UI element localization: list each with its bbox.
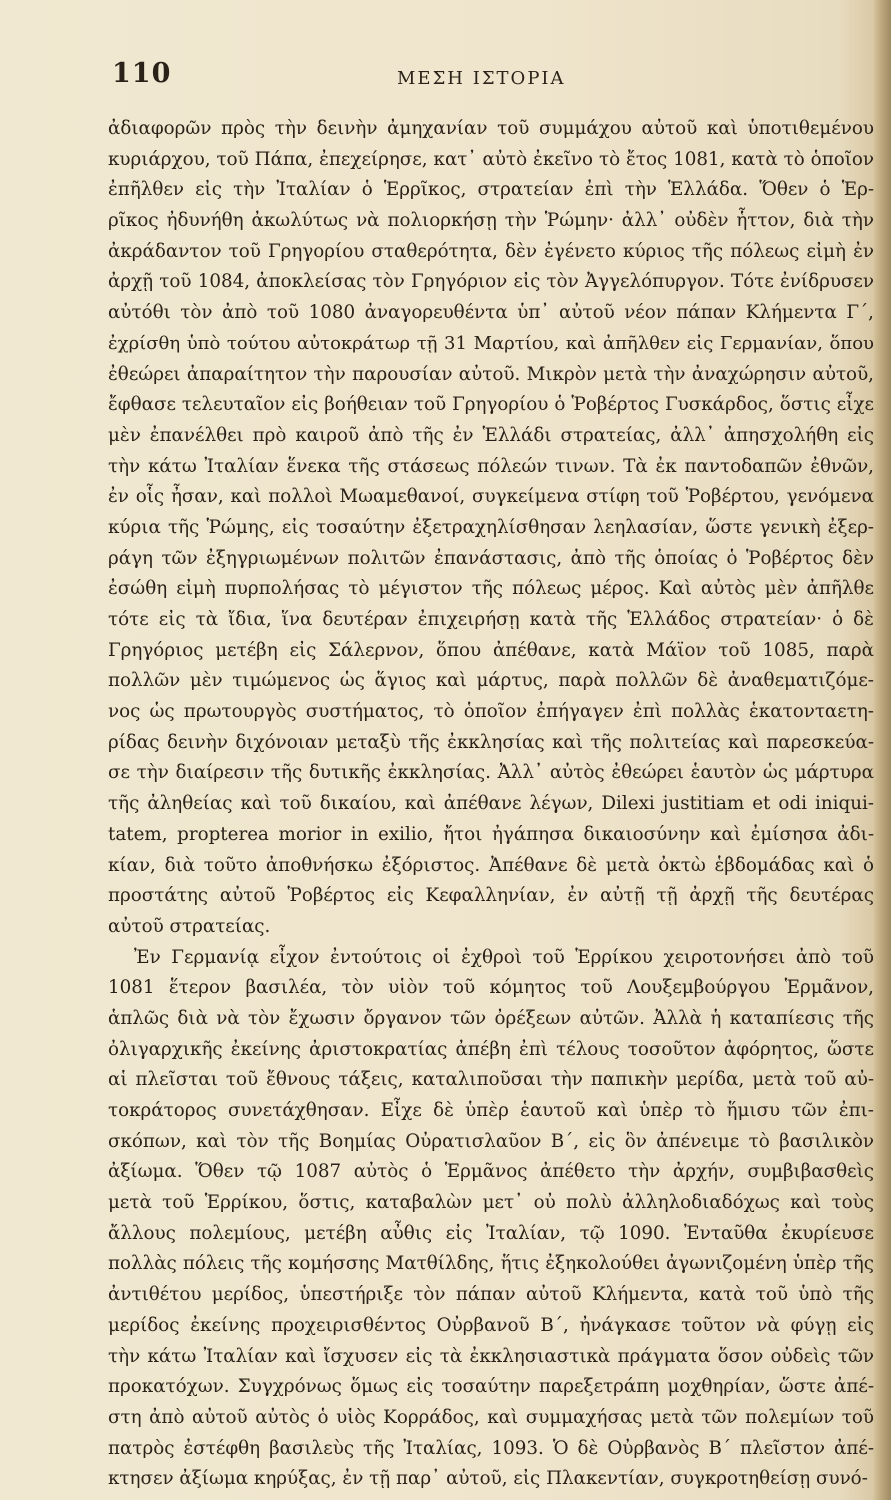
text-line: ρῖκος ἠδυνήθη ἀκωλύτως νὰ πολιορκήσῃ τὴν Ῥώμην· ἀλλ᾽ οὐδὲν ἧττον, διὰ τὴν bbox=[108, 210, 874, 232]
text-line: τῆς ἀληθείας καὶ τοῦ δικαίου, καὶ ἀπέθανε λέγων, Dilexi justitiam et odi iniqui- bbox=[108, 793, 874, 815]
text-line: μὲν ἐπανέλθει πρὸ καιροῦ ἀπὸ τῆς ἐν Ἑλλάδι στρατείας, ἀλλ᾽ ἀπησχολήθη εἰς bbox=[108, 424, 874, 446]
text-line: ρίδας δεινὴν διχόνοιαν μεταξὺ τῆς ἐκκλησίας καὶ τῆς πολιτείας καὶ παρεσκεύα- bbox=[108, 731, 874, 753]
text-line: ἐχρίσθη ὑπὸ τούτου αὐτοκράτωρ τῇ 31 Μαρτίου, καὶ ἀπῆλθεν εἰς Γερμανίαν, ὅπου bbox=[108, 332, 874, 354]
text-line: ἐσώθη εἰμὴ πυρπολήσας τὸ μέγιστον τῆς πόλεως μέρος. Καὶ αὐτὸς μὲν ἀπῆλθε bbox=[108, 578, 874, 600]
text-line: ἀδιαφορῶν πρὸς τὴν δεινὴν ἀμηχανίαν τοῦ συμμάχου αὐτοῦ καὶ ὑποτιθεμένου bbox=[108, 118, 874, 139]
text-line: μερίδος ἐκείνης προχειρισθέντος Οὐρβανοῦ Β΄, ἠνάγκασε τοῦτον νὰ φύγῃ εἰς bbox=[108, 1314, 874, 1336]
text-line: πολλῶν μὲν τιμώμενος ὡς ἅγιος καὶ μάρτυς, παρὰ πολλῶν δὲ ἀναθεματιζόμε- bbox=[108, 670, 874, 692]
text-line: κυριάρχου, τοῦ Πάπα, ἐπεχείρησε, κατ᾽ αὐτὸ ἐκεῖνο τὸ ἔτος 1081, κατὰ τὸ ὁποῖον bbox=[108, 148, 874, 170]
running-title: ΜΕΣΗ ΙΣΤΟΡΙΑ bbox=[397, 68, 566, 89]
paragraph bbox=[108, 943, 874, 1495]
text-line: Ἐν Γερμανίᾳ εἶχον ἐντούτοις οἱ ἐχθροὶ τοῦ Ἑρρίκου χειροτονήσει ἀπὸ τοῦ bbox=[134, 946, 874, 968]
text-line: πολλὰς πόλεις τῆς κομήσσης Ματθίλδης, ἥτις ἐξηκολούθει ἀγωνιζομένη ὑπὲρ τῆς bbox=[108, 1253, 874, 1275]
text-line: ἐθεώρει ἀπαραίτητον τὴν παρουσίαν αὐτοῦ. Μικρὸν μετὰ τὴν ἀναχώρησιν αὐτοῦ, bbox=[108, 363, 874, 385]
body-text bbox=[108, 114, 874, 1495]
text-line: ἀξίωμα. Ὅθεν τῷ 1087 αὐτὸς ὁ Ἑρμᾶνος ἀπέθετο τὴν ἀρχήν, συμβιβασθεὶς bbox=[108, 1161, 874, 1183]
text-line: Γρηγόριος μετέβη εἰς Σάλερνον, ὅπου ἀπέθανε, κατὰ Μάϊον τοῦ 1085, παρὰ bbox=[108, 639, 874, 661]
text-line: προκατόχων. Συγχρόνως ὅμως εἰς τοσαύτην παρεξετράπη μοχθηρίαν, ὥστε ἀπέ- bbox=[108, 1376, 874, 1398]
text-line: σκόπων, καὶ τὸν τῆς Βοημίας Οὐρατισλαῦον Β΄, εἰς ὃν ἀπένειμε τὸ βασιλικὸν bbox=[108, 1130, 874, 1152]
text-line: τὴν κάτω Ἰταλίαν ἕνεκα τῆς στάσεως πόλεών τινων. Τὰ ἐκ παντοδαπῶν ἐθνῶν, bbox=[108, 455, 874, 477]
text-line: ράγη τῶν ἐξηγριωμένων πολιτῶν ἐπανάστασις, ἀπὸ τῆς ὁποίας ὁ Ῥοβέρτος δὲν bbox=[108, 547, 874, 569]
text-line: τότε εἰς τὰ ἴδια, ἵνα δευτέραν ἐπιχειρήσῃ κατὰ τῆς Ἑλλάδος στρατείαν· ὁ δὲ bbox=[108, 609, 874, 630]
text-line: τὴν κάτω Ἰταλίαν καὶ ἴσχυσεν εἰς τὰ ἐκκλησιαστικὰ πράγματα ὅσον οὐδεὶς τῶν bbox=[108, 1345, 874, 1367]
text-line: κίαν, διὰ τοῦτο ἀποθνήσκω ἐξόριστος. Ἀπέθανε δὲ μετὰ ὀκτὼ ἑβδομάδας καὶ ὁ bbox=[108, 854, 874, 876]
text-line: ὀλιγαρχικῆς ἐκείνης ἀριστοκρατίας ἀπέβη ἐπὶ τέλους τοσοῦτον ἀφόρητος, ὥστε bbox=[108, 1038, 874, 1060]
text-line: αὐτοῦ στρατείας. bbox=[108, 915, 271, 937]
text-line: tatem, propterea morior in exilio, ἤτοι ἠγάπησα δικαιοσύνην καὶ ἐμίσησα ἀδι- bbox=[108, 823, 874, 845]
text-line: σε τὴν διαίρεσιν τῆς δυτικῆς ἐκκλησίας. Ἀλλ᾽ αὐτὸς ἐθεώρει ἑαυτὸν ὡς μάρτυρα bbox=[108, 762, 874, 784]
text-line: μετὰ τοῦ Ἑρρίκου, ὅστις, καταβαλὼν μετ᾽ οὐ πολὺ ἀλληλοδιαδόχως καὶ τοὺς bbox=[108, 1192, 874, 1214]
text-line: ἀκράδαντον τοῦ Γρηγορίου σταθερότητα, δὲν ἐγένετο κύριος τῆς πόλεως εἰμὴ ἐν bbox=[108, 240, 874, 262]
text-line: αἱ πλεῖσται τοῦ ἔθνους τάξεις, καταλιποῦσαι τὴν παπικὴν μερίδα, μετὰ τοῦ αὐ- bbox=[108, 1069, 874, 1091]
text-line: ἐπῆλθεν εἰς τὴν Ἰταλίαν ὁ Ἑρρῖκος, στρατείαν ἐπὶ τὴν Ἑλλάδα. Ὅθεν ὁ Ἑρ- bbox=[108, 179, 874, 201]
text-line: προστάτης αὐτοῦ Ῥοβέρτος εἰς Κεφαλληνίαν, ἐν αὐτῇ τῇ ἀρχῇ τῆς δευτέρας bbox=[108, 885, 874, 907]
text-line: ἄλλους πολεμίους, μετέβη αὖθις εἰς Ἰταλίαν, τῷ 1090. Ἐνταῦθα ἐκυρίευσε bbox=[108, 1222, 874, 1244]
page-number: 110 bbox=[112, 58, 172, 89]
text-line: αὐτόθι τὸν ἀπὸ τοῦ 1080 ἀναγορευθέντα ὑπ᾽ αὐτοῦ νέον πάπαν Κλήμεντα Γ΄, bbox=[108, 302, 874, 324]
text-line: κύρια τῆς Ῥώμης, εἰς τοσαύτην ἐξετραχηλίσθησαν λεηλασίαν, ὥστε γενικὴ ἐξερ- bbox=[108, 516, 874, 538]
text-line: ἁπλῶς διὰ νὰ τὸν ἔχωσιν ὄργανον τῶν ὀρέξεων αὐτῶν. Ἀλλὰ ἡ καταπίεσις τῆς bbox=[108, 1007, 874, 1029]
paragraph bbox=[108, 114, 874, 943]
text-line: πατρὸς ἐστέφθη βασιλεὺς τῆς Ἰταλίας, 1093. Ὁ δὲ Οὐρβανὸς Β΄ πλεῖστον ἀπέ- bbox=[108, 1437, 874, 1459]
page-header bbox=[112, 58, 872, 108]
text-line: νος ὡς πρωτουργὸς συστήματος, τὸ ὁποῖον ἐπήγαγεν ἐπὶ πολλὰς ἑκατονταετη- bbox=[108, 701, 874, 723]
text-line: ἀρχῇ τοῦ 1084, ἀποκλείσας τὸν Γρηγόριον εἰς τὸν Ἀγγελόπυργον. Τότε ἐνίδρυσεν bbox=[108, 271, 874, 293]
text-line: ἔφθασε τελευταῖον εἰς βοήθειαν τοῦ Γρηγορίου ὁ Ῥοβέρτος Γυσκάρδος, ὅστις εἶχε bbox=[108, 394, 874, 416]
text-line: 1081 ἕτερον βασιλέα, τὸν υἱὸν τοῦ κόμητος τοῦ Λουξεμβούργου Ἑρμᾶνον, bbox=[108, 977, 874, 999]
text-line: ἀντιθέτου μερίδος, ὑπεστήριξε τὸν πάπαν αὐτοῦ Κλήμεντα, κατὰ τοῦ ὑπὸ τῆς bbox=[108, 1284, 874, 1306]
text-line: τοκράτορος συνετάχθησαν. Εἶχε δὲ ὑπὲρ ἑαυτοῦ καὶ ὑπὲρ τὸ ἥμισυ τῶν ἐπι- bbox=[108, 1100, 874, 1121]
text-line: στη ἀπὸ αὐτοῦ αὐτὸς ὁ υἱὸς Κορράδος, καὶ συμμαχήσας μετὰ τῶν πολεμίων τοῦ bbox=[108, 1406, 874, 1428]
text-line: ἐν οἷς ἦσαν, καὶ πολλοὶ Μωαμεθανοί, συγκείμενα στίφη τοῦ Ῥοβέρτου, γενόμενα bbox=[108, 486, 874, 508]
text-line: κτησεν ἀξίωμα κηρύξας, ἐν τῇ παρ᾽ αὐτοῦ, εἰς Πλακεντίαν, συγκροτηθείσῃ συνό- bbox=[108, 1468, 868, 1490]
page-edge-shadow bbox=[873, 0, 891, 1500]
